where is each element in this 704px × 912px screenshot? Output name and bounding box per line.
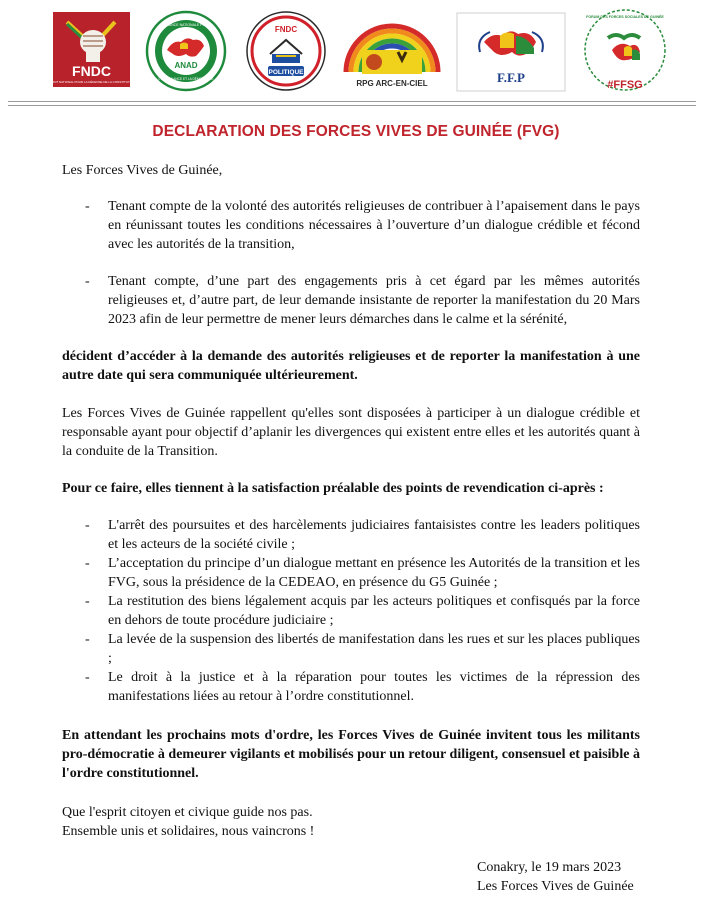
anad-logo-text: ANAD — [174, 61, 198, 70]
ffsg-ring-text: FORUM DES FORCES SOCIALES DE GUINÉE — [586, 15, 664, 19]
header-divider-top — [8, 101, 696, 102]
rpg-logo — [340, 10, 444, 92]
rpg-logo-text: RPG ARC-EN-CIEL — [356, 79, 428, 88]
ffp-map-icon — [456, 12, 566, 92]
consideration-text: Tenant compte de la volonté des autorités religieuses de contribuer à l’apaisement dans le pays en réunissant toutes les conditions nécessaires à l’ouverture d’un dialogue crédible et fécond avec les autorités de la transition, — [108, 199, 640, 252]
condition-item — [62, 630, 640, 668]
greeting: Les Forces Vives de Guinée, — [62, 163, 223, 178]
condition-text: L'arrêt des poursuites et des harcèlements judiciaires fantaisistes contre les leaders politiques et les acteurs de la société civile ; — [108, 518, 640, 552]
signature-block — [477, 858, 634, 896]
header-divider-bottom — [8, 105, 696, 106]
reminder-paragraph: Les Forces Vives de Guinée rappellent qu'elles sont disposées à participer à un dialogue crédible et responsable ayant pour objectif d’aplanir les divergences qui existent entre elles et les autorités quant à la conduite de la Transition. — [62, 406, 640, 459]
closing-line-1: Que l'esprit citoyen et civique guide nos pas. — [62, 805, 313, 820]
ffsg-logo — [580, 8, 670, 96]
closing-line-2: Ensemble unis et solidaires, nous vaincrons ! — [62, 824, 315, 839]
list-dash: - — [85, 556, 90, 571]
anad-ring-top-text: ALLIANCE NATIONALE POUR — [161, 23, 211, 27]
condition-text: La restitution des biens légalement acquis par les acteurs politiques et confisqués par la force en dehors de toute procédure judiciaire ; — [108, 594, 640, 628]
fndc-fist-icon — [47, 12, 136, 87]
condition-text: L’acceptation du principe d’un dialogue mettant en présence les Autorités de la transition et les FVG, sous la présidence de la CEDEAO, en présence du G5 Guinée ; — [108, 556, 640, 590]
conditions-intro: Pour ce faire, elles tiennent à la satisfaction préalable des points de revendication ci-après : — [62, 481, 604, 496]
list-dash: - — [85, 670, 90, 685]
condition-text: Le droit à la justice et à la réparation pour toutes les victimes de la répression des manifestations liées au retour à l’ordre constitutionnel. — [108, 670, 640, 704]
ffp-logo-text: F.F.P — [497, 70, 525, 85]
place-date: Conakry, le 19 mars 2023 — [477, 860, 622, 875]
anad-map-icon — [142, 10, 230, 92]
consideration-item — [62, 272, 640, 329]
condition-item — [62, 516, 640, 554]
list-dash: - — [85, 632, 90, 647]
condition-item — [62, 554, 640, 592]
condition-item — [62, 592, 640, 630]
list-dash: - — [85, 199, 90, 214]
rpg-rainbow-icon — [340, 10, 444, 92]
list-dash: - — [85, 274, 90, 289]
fndc-logo — [47, 12, 136, 87]
ffsg-handshake-icon — [580, 8, 670, 96]
fndc-politique-logo — [242, 10, 330, 92]
condition-text: La levée de la suspension des libertés de manifestation dans les rues et sur les places publiques ; — [108, 632, 640, 666]
consideration-text: Tenant compte, d’une part des engagements pris à cet égard par les mêmes autorités religieuses et, d’autre part, de leur demande insistante de reporter la manifestation du 20 Mars 2023 afin de leur permettre de mener leurs démarches dans le calme et la sérénité, — [108, 274, 640, 327]
ffsg-logo-text: #FFSG — [607, 79, 643, 91]
fndc-logo-subtitle: FRONT NATIONAL POUR LA DÉFENSE DE LA CONSTITUTION — [47, 80, 136, 84]
fndc-politique-text: FNDC — [274, 25, 298, 34]
ffp-logo — [456, 12, 566, 92]
fndc-politique-subtitle: POLITIQUE — [268, 69, 304, 76]
declaration-body — [62, 122, 640, 841]
call-paragraph: En attendant les prochains mots d'ordre, les Forces Vives de Guinée invitent tous les militants pro-démocratie à demeurer vigilants et mobilisés pour un retour diligent, consensuel et paisible à l'ordre constitutionnel. — [62, 728, 640, 781]
declaration-title: DECLARATION DES FORCES VIVES DE GUINÉE (FVG) — [152, 123, 560, 140]
anad-logo — [142, 10, 230, 92]
decision-paragraph: décident d’accéder à la demande des autorités religieuses et de reporter la manifestation à une autre date qui sera communiquée ultérieurement. — [62, 349, 640, 383]
fndc-politique-icon — [242, 10, 330, 92]
condition-item — [62, 668, 640, 706]
signature: Les Forces Vives de Guinée — [477, 879, 634, 894]
list-dash: - — [85, 518, 90, 533]
logo-row — [0, 0, 704, 100]
fndc-logo-text: FNDC — [72, 63, 111, 79]
list-dash: - — [85, 594, 90, 609]
consideration-item — [62, 197, 640, 254]
anad-ring-bottom-text: L'ALTERNANCE ET LA DÉMOCRATIE — [158, 77, 214, 81]
